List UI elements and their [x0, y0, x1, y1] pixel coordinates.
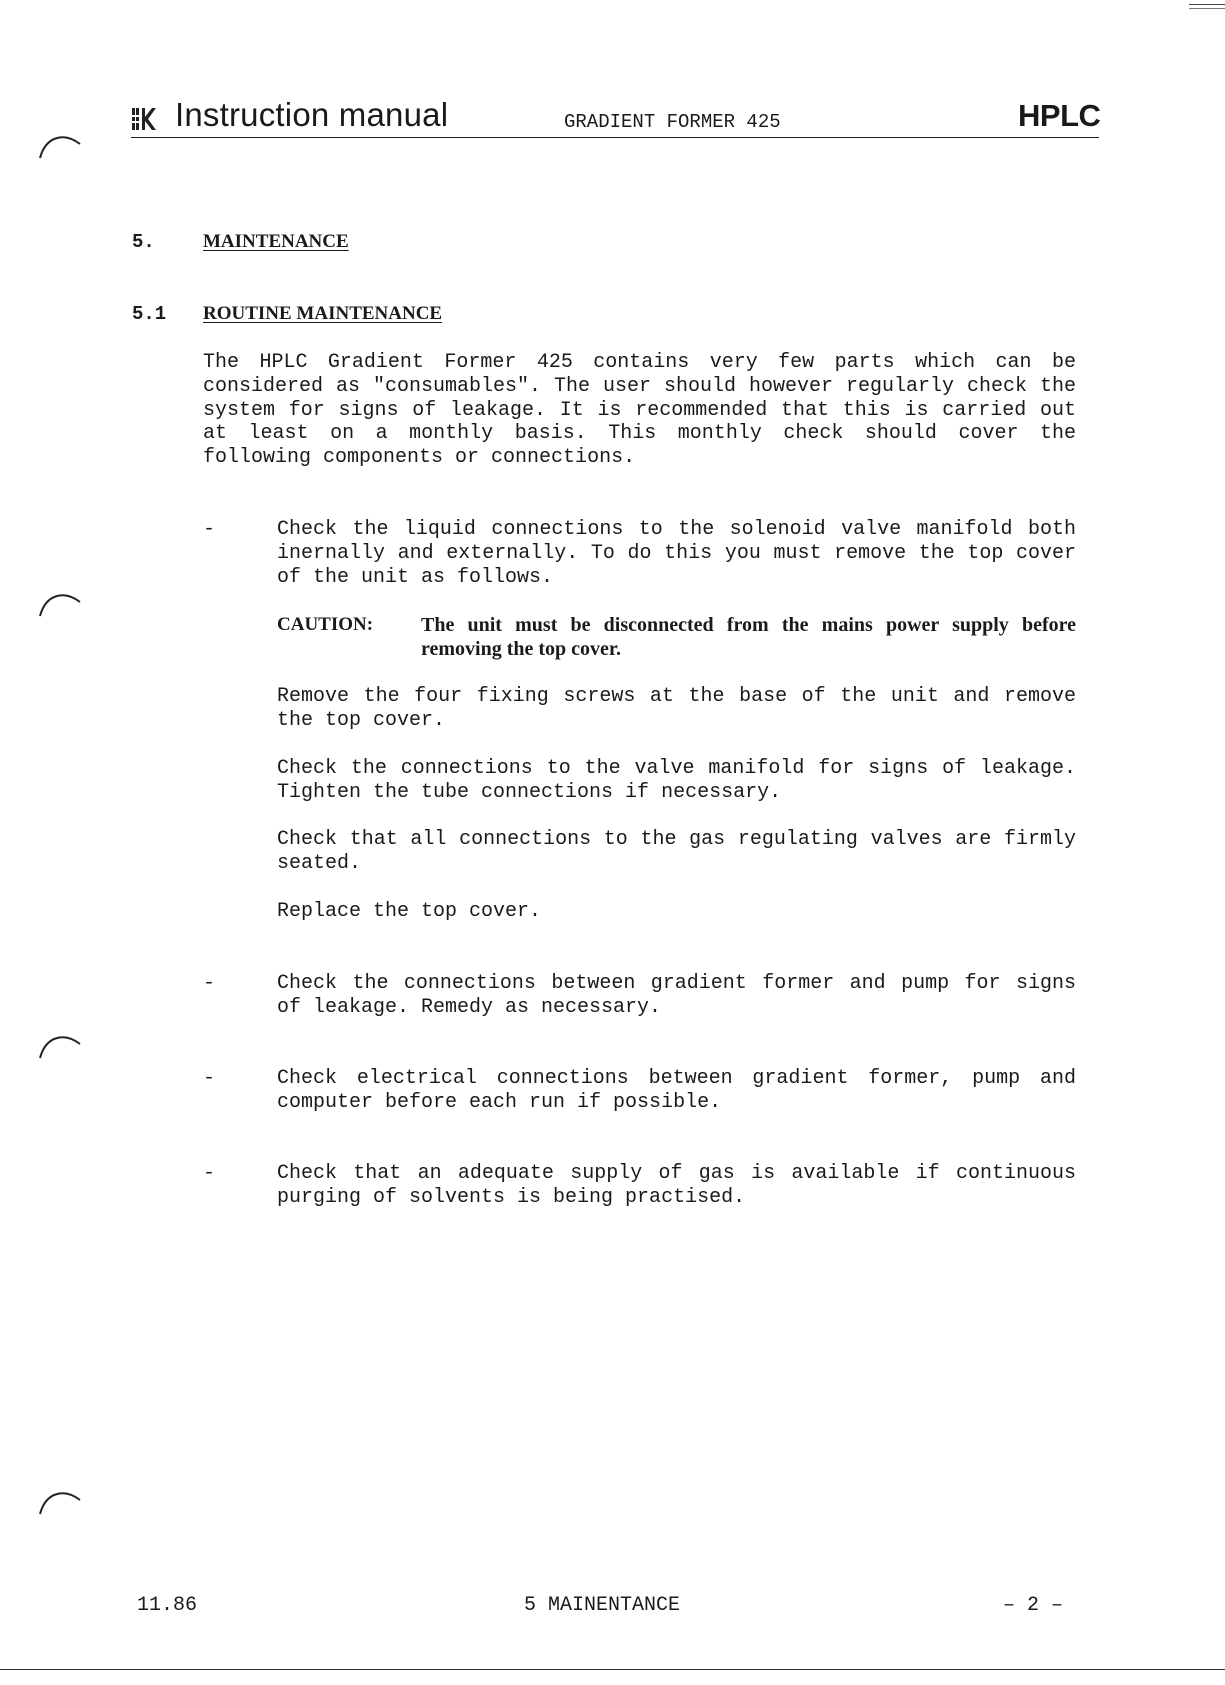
bullet-text: Check the connections between gradient former and pump for signs of leakage. Remedy as necessary.	[277, 972, 1076, 1019]
bottom-rule	[0, 1669, 1225, 1670]
intro-paragraph: The HPLC Gradient Former 425 contains very few parts which can be considered as "consumables". The user should however regularly check the system for signs of leakage. It is recommended that this is carried out at least on a monthly basis. This monthly check should cover the following components or connections.	[203, 351, 1076, 470]
subsection-title: ROUTINE MAINTENANCE	[203, 303, 443, 324]
footer-date: 11.86	[137, 1594, 198, 1617]
binding-hole-arc	[36, 1030, 84, 1060]
bullet-dash: -	[203, 518, 216, 541]
brand-label: HPLC	[1018, 98, 1101, 133]
bullet-dash: -	[203, 972, 216, 995]
binding-hole-arc	[36, 588, 84, 618]
section-title: MAINTENANCE	[203, 231, 349, 252]
subsection-number: 5.1	[132, 303, 167, 325]
binding-hole-arc	[36, 130, 84, 160]
bullet-dash: -	[203, 1162, 216, 1185]
step-paragraph: Check the connections to the valve manifold for signs of leakage. Tighten the tube connections if necessary.	[277, 757, 1076, 804]
corner-rule	[1189, 8, 1225, 9]
bullet-text: Check the liquid connections to the solenoid valve manifold both inernally and externally. To do this you must remove the top cover of the unit as follows.	[277, 518, 1076, 589]
caution-label: CAUTION:	[277, 614, 374, 635]
caution-text: The unit must be disconnected from the mains power supply before removing the top cover.	[421, 614, 1076, 660]
header-rule	[131, 137, 1099, 138]
corner-rule	[1189, 4, 1225, 5]
section-number: 5.	[132, 231, 155, 253]
binding-hole-arc	[36, 1486, 84, 1516]
bullet-dash: -	[203, 1067, 216, 1090]
step-paragraph: Replace the top cover.	[277, 900, 542, 923]
bullet-text: Check electrical connections between gradient former, pump and computer before each run if possible.	[277, 1067, 1076, 1114]
step-paragraph: Remove the four fixing screws at the base of the unit and remove the top cover.	[277, 685, 1076, 732]
step-paragraph: Check that all connections to the gas regulating valves are firmly seated.	[277, 828, 1076, 875]
lkb-logo-icon	[131, 106, 157, 132]
page-number: – 2 –	[1003, 1594, 1064, 1617]
product-name: GRADIENT FORMER 425	[564, 111, 781, 133]
bullet-text: Check that an adequate supply of gas is available if continuous purging of solvents is being practised.	[277, 1162, 1076, 1209]
footer-section: 5 MAINENTANCE	[524, 1594, 681, 1617]
manual-title: Instruction manual	[175, 96, 449, 133]
